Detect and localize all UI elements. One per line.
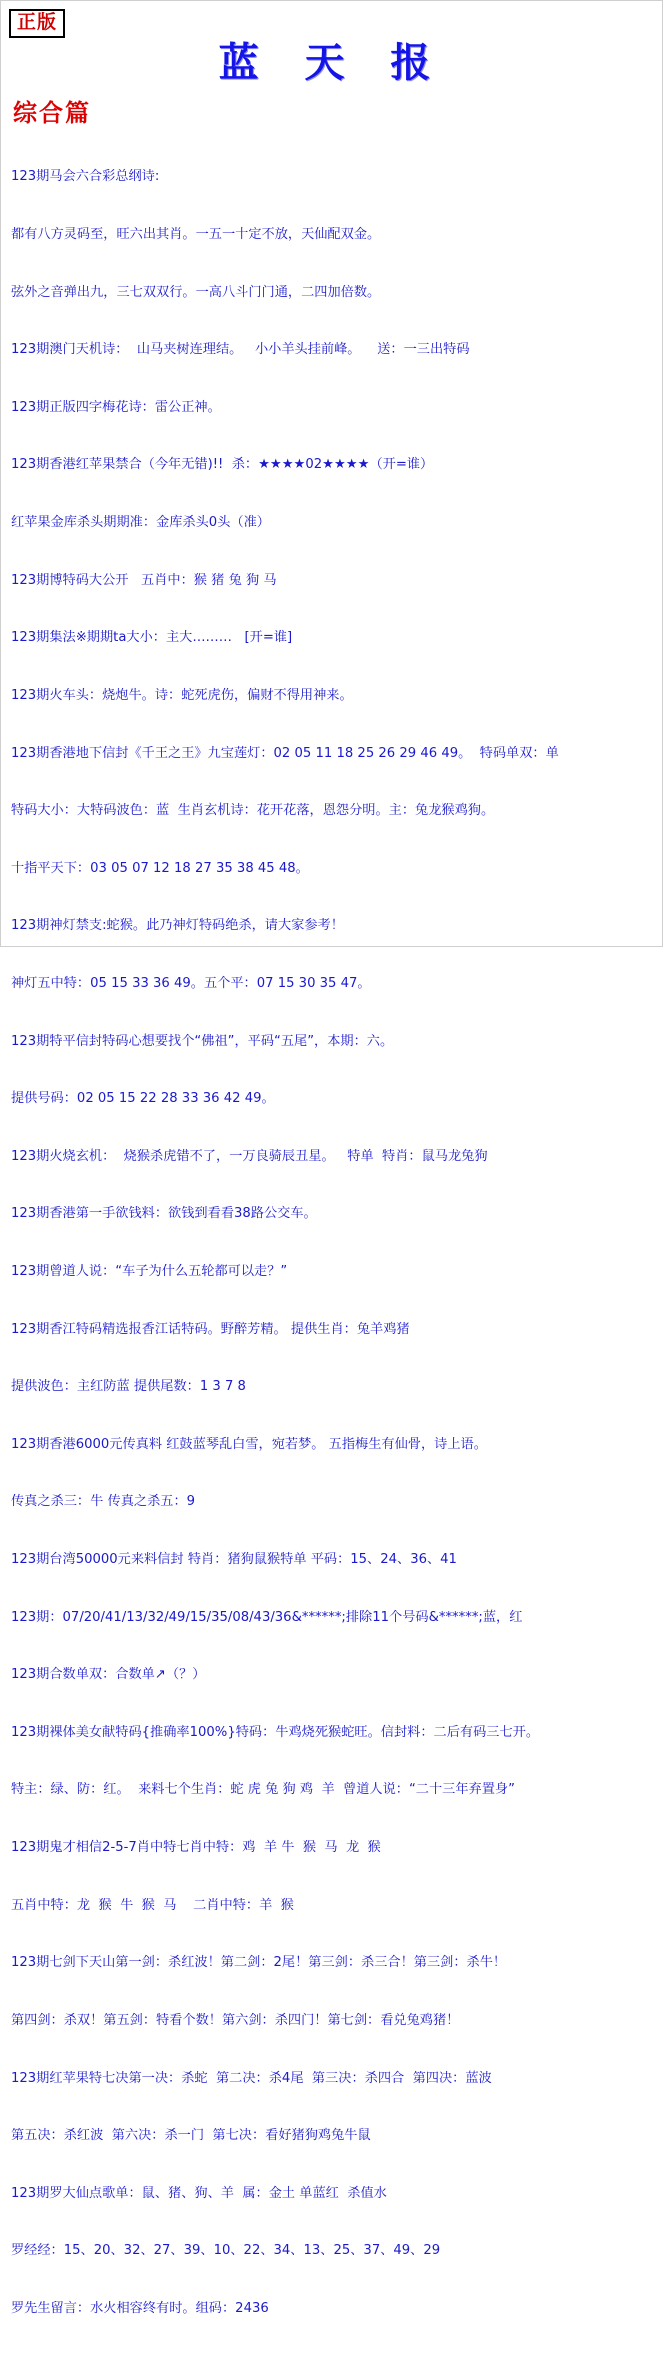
body-line: 123期火烧玄机： 烧猴杀虎错不了，一万良骑辰丑星。 特单 特肖：鼠马龙兔狗 — [11, 1148, 488, 1164]
body-line: 特主：绿、防：红。 来料七个生肖：蛇 虎 兔 狗 鸡 羊 曾道人说：“二十三年弃置身” — [11, 1782, 515, 1798]
body-line: 都有八方灵码至，旺六出其肖。一五一十定不放，天仙配双金。 — [11, 227, 381, 243]
body-line: 123期裸体美女献特码{推确率100%}特码：牛鸡烧死猴蛇旺。信封料：二后有码三七开。 — [11, 1724, 540, 1740]
body-line: 十指平天下：03 05 07 12 18 27 35 38 45 48。 — [11, 860, 309, 876]
body-line: 123期红苹果特七决第一决：杀蛇 第二决：杀4尾 第三决：杀四合 第四决：蓝波 — [11, 2070, 492, 2086]
body-line: 123期香港第一手欲钱料：欲钱到看看38路公交车。 — [11, 1206, 317, 1222]
body-line: 传真之杀三：牛 传真之杀五：9 — [11, 1494, 196, 1510]
body-line: 五肖中特：龙 猴 牛 猴 马 二肖中特：羊 猴 — [11, 1897, 294, 1913]
body-line: 123期合数单双：合数单↗（？） — [11, 1667, 206, 1683]
body-line: 罗经经：15、20、32、27、39、10、22、34、13、25、37、49、29 — [11, 2243, 441, 2259]
body-line: 123期香港红苹果禁合（今年无错)!! 杀：★★★★02★★★★（开=谁） — [11, 457, 434, 473]
body-line: 123期博特码大公开 五肖中：猴 猪 兔 狗 马 — [11, 572, 277, 588]
article-body — [11, 129, 659, 2357]
body-line: 123期正版四字梅花诗：雷公正神。 — [11, 399, 221, 415]
body-line: 123期火车头：烧炮牛。诗：蛇死虎伤，偏财不得用神来。 — [11, 687, 353, 703]
body-line: 123期香江特码精选报香江话特码。野醉芳精。 提供生肖：兔羊鸡猪 — [11, 1321, 410, 1337]
edition-badge: 正版 — [9, 9, 65, 38]
body-line: 123期曾道人说：“车子为什么五轮都可以走？” — [11, 1263, 288, 1279]
body-line: 罗先生留言：水火相容终有时。组码：2436 — [11, 2300, 269, 2316]
body-line: 弦外之音弹出九，三七双双行。一高八斗门门通，二四加倍数。 — [11, 284, 381, 300]
body-line: 123期香港6000元传真料 红鼓蓝琴乱白雪，宛若梦。 五指梅生有仙骨，诗上语。 — [11, 1436, 487, 1452]
body-line: 特码大小：大特码波色：蓝 生肖玄机诗：花开花落，恩怨分明。主：兔龙猴鸡狗。 — [11, 803, 495, 819]
body-line: 123期马会六合彩总纲诗: — [11, 169, 160, 185]
body-line: 神灯五中特：05 15 33 36 49。五个平：07 15 30 35 47。 — [11, 975, 371, 991]
body-line: 123期罗大仙点歌单：鼠、猪、狗、羊 属：金土 单蓝红 杀值水 — [11, 2185, 387, 2201]
page-title: 蓝 天 报 — [218, 40, 447, 86]
body-line: 第四剑：杀双！第五剑：特看个数！第六剑：杀四门！第七剑：看兑兔鸡猪！ — [11, 2012, 460, 2028]
body-line: 提供波色：主红防蓝 提供尾数：1 3 7 8 — [11, 1379, 246, 1395]
body-line: 123期香港地下信封《千王之王》九宝莲灯：02 05 11 18 25 26 29 46 49。 特码单双：单 — [11, 745, 559, 761]
body-line: 123期集法※期期ta大小：主大……… [开=谁] — [11, 630, 293, 646]
body-line: 123期台湾50000元来料信封 特肖：猪狗鼠猴特单 平码：15、24、36、41 — [11, 1552, 457, 1568]
body-line: 123期七剑下天山第一剑：杀红波！第二剑：2尾！第三剑：杀三合！第三剑：杀牛！ — [11, 1955, 507, 1971]
body-line: 123期特平信封特码心想要找个“佛祖”，平码“五尾”，本期：六。 — [11, 1033, 394, 1049]
body-line: 123期鬼才相信2-5-7肖中特七肖中特：鸡 羊 牛 猴 马 龙 猴 — [11, 1840, 381, 1856]
body-line: 红苹果金库杀头期期准：金库杀头0头（准） — [11, 515, 270, 531]
body-line: 提供号码：02 05 15 22 28 33 36 42 49。 — [11, 1091, 275, 1107]
body-line: 123期：07/20/41/13/32/49/15/35/08/43/36&******;排除11个号码&******;蓝，红 — [11, 1609, 523, 1625]
section-heading: 综合篇 — [13, 99, 91, 127]
body-line: 第五决：杀红波 第六决：杀一门 第七决：看好猪狗鸡兔牛鼠 — [11, 2128, 371, 2144]
body-line: 123期澳门天机诗： 山马夹树连理结。 小小羊头挂前峰。 送：一三出特码 — [11, 342, 470, 358]
body-line: 123期神灯禁支:蛇猴。此乃神灯特码绝杀，请大家参考！ — [11, 918, 344, 934]
